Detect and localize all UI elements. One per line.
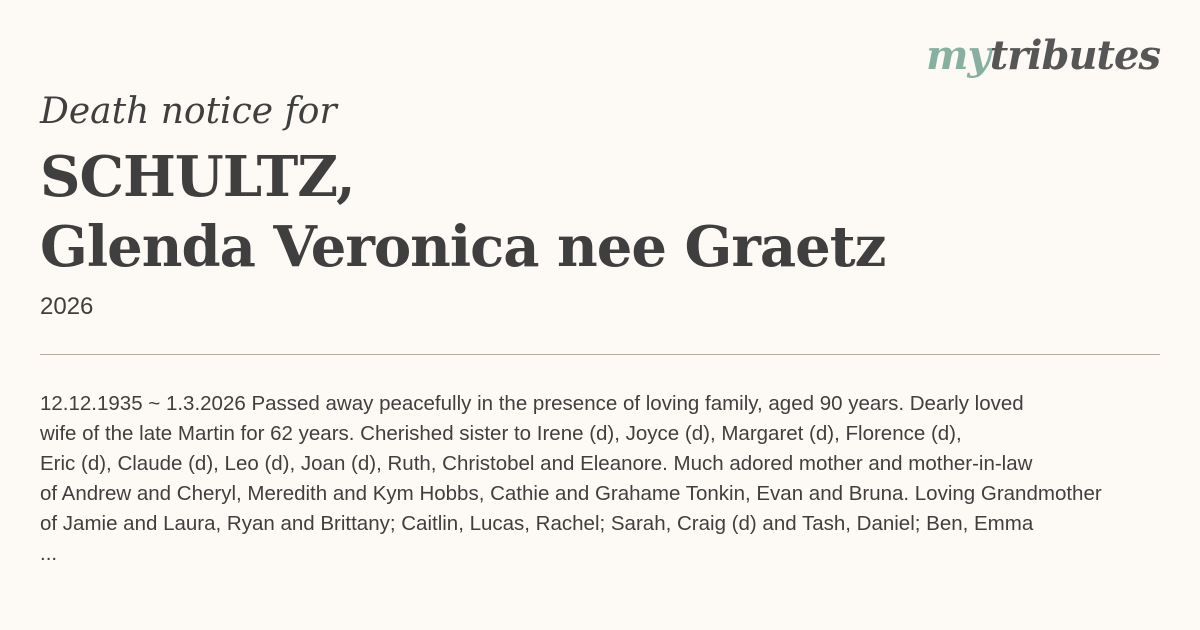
notice-body-line: wife of the late Martin for 62 years. Cherished sister to Irene (d), Joyce (d), Margaret (d), Florence (d), xyxy=(40,422,962,445)
deceased-name xyxy=(40,142,885,282)
notice-body-ellipsis: ... xyxy=(40,542,58,565)
notice-year: 2026 xyxy=(40,293,94,320)
divider xyxy=(40,354,1160,355)
notice-body xyxy=(40,389,1102,569)
given-names-line: Glenda Veronica nee Graetz xyxy=(40,214,886,280)
notice-body-line: Eric (d), Claude (d), Leo (d), Joan (d), Ruth, Christobel and Eleanore. Much adored mother and mother-in-law xyxy=(40,452,1033,475)
mytributes-logo[interactable] xyxy=(926,32,1160,79)
notice-body-line: of Andrew and Cheryl, Meredith and Kym Hobbs, Cathie and Grahame Tonkin, Evan and Bruna. Loving Grandmother xyxy=(40,482,1102,505)
surname-line: SCHULTZ, xyxy=(40,144,355,210)
notice-label: Death notice for xyxy=(40,91,337,132)
logo-my-text: my xyxy=(926,32,990,79)
logo-tributes-text: tributes xyxy=(989,32,1160,79)
notice-body-line: of Jamie and Laura, Ryan and Brittany; Caitlin, Lucas, Rachel; Sarah, Craig (d) and Tash, Daniel; Ben, Emma xyxy=(40,512,1034,535)
notice-body-line: 12.12.1935 ~ 1.3.2026 Passed away peacefully in the presence of loving family, aged 90 years. Dearly loved xyxy=(40,392,1024,415)
